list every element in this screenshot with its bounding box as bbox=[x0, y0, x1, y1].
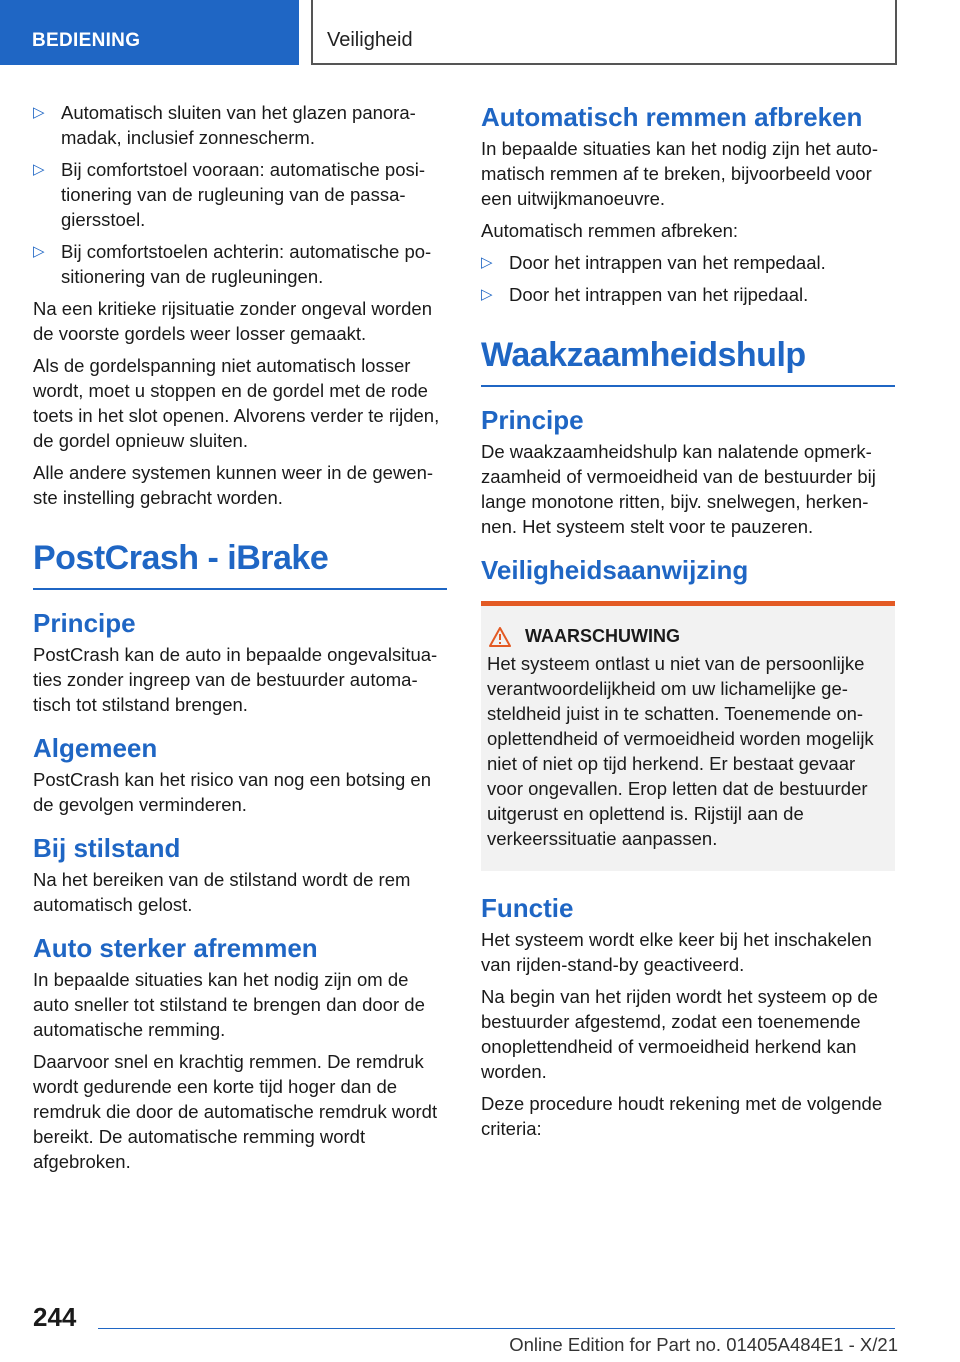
subheading: Functie bbox=[481, 893, 574, 923]
right-column bbox=[481, 100, 895, 1148]
heading-rule bbox=[33, 588, 447, 590]
section-title: BEDIENING bbox=[32, 30, 141, 51]
warning-box bbox=[481, 601, 895, 871]
warning-title: WAARSCHUWING bbox=[525, 626, 680, 646]
paragraph: Na begin van het rijden wordt het systeem op de bestuurder afgestemd, zodat een toenemende onoplettendheid of vermoeidheid herkend kan worden. bbox=[481, 986, 878, 1082]
triangle-bullet-icon: ▷ bbox=[33, 243, 45, 260]
left-column bbox=[33, 100, 447, 1181]
paragraph: Alle andere systemen kunnen weer in de gewenste instelling gebracht worden. bbox=[33, 462, 434, 508]
heading-rule bbox=[481, 385, 895, 387]
subheading: Veiligheidsaanwijzing bbox=[481, 555, 749, 585]
footer-rule bbox=[98, 1328, 895, 1329]
warning-header bbox=[487, 626, 887, 647]
list-item: ▷ Bij comfortstoelen achterin: automatische positionering van de rugleuningen. bbox=[33, 241, 432, 287]
list-item: ▷ Bij comfortstoel vooraan: automatische positionering van de rugleuning van de passagiersstoel. bbox=[33, 159, 426, 230]
paragraph: Na het bereiken van de stilstand wordt de rem automatisch gelost. bbox=[33, 869, 411, 915]
paragraph: In bepaalde situaties kan het nodig zijn om de auto sneller tot stilstand te brengen dan door de automatische remming. bbox=[33, 969, 425, 1040]
paragraph: Daarvoor snel en krachtig remmen. De remdruk wordt gedurende een korte tijd hoger dan de remdruk die door de automatische remdruk wordt bereikt. De automatische remming wordt afgebroken. bbox=[33, 1051, 438, 1172]
chapter-header bbox=[311, 0, 897, 65]
bullet-list bbox=[481, 250, 895, 307]
paragraph: PostCrash kan het risico van nog een botsing en de gevolgen verminderen. bbox=[33, 769, 431, 815]
warning-triangle-icon bbox=[489, 627, 511, 647]
list-item: ▷ Automatisch sluiten van het glazen panoramadak, inclusief zonnescherm. bbox=[33, 102, 416, 148]
bullet-list bbox=[33, 100, 447, 289]
section-heading: Waakzaamheidshulp bbox=[481, 336, 806, 374]
subheading: Principe bbox=[33, 608, 136, 638]
page-number: 244 bbox=[33, 1302, 77, 1332]
subheading: Principe bbox=[481, 405, 584, 435]
triangle-bullet-icon: ▷ bbox=[33, 161, 45, 178]
list-item: ▷ Door het intrappen van het rijpedaal. bbox=[481, 284, 809, 305]
section-tab bbox=[0, 0, 299, 65]
subheading: Automatisch remmen afbreken bbox=[481, 102, 863, 132]
paragraph: PostCrash kan de auto in bepaalde ongevalsituaties zonder ingreep van de bestuurder automatisch tot stilstand brengen. bbox=[33, 644, 438, 715]
paragraph: Deze procedure houdt rekening met de volgende criteria: bbox=[481, 1093, 883, 1139]
section-heading: PostCrash - iBrake bbox=[33, 539, 329, 577]
chapter-title: Veiligheid bbox=[327, 29, 413, 51]
subheading: Bij stilstand bbox=[33, 833, 181, 863]
warning-text: Het systeem ontlast u niet van de persoonlijke verantwoordelijkheid om uw lichamelijke gesteldheid juist in te schatten. Toenemende onoplettendheid of vermoeidheid worden mogelijk niet of niet op tijd herkend. Er bestaat gevaar voor ongevallen. Erop letten dat de bestuurder uitgerust en oplettend is. Rijstijl aan de verkeerssituatie aanpassen. bbox=[487, 653, 874, 849]
edition-note: Online Edition for Part no. 01405A484E1 - X/21 bbox=[509, 1334, 898, 1355]
triangle-bullet-icon: ▷ bbox=[481, 286, 493, 303]
triangle-bullet-icon: ▷ bbox=[481, 254, 493, 271]
paragraph: Automatisch remmen afbreken: bbox=[481, 220, 739, 241]
list-item: ▷ Door het intrappen van het rempedaal. bbox=[481, 252, 826, 273]
subheading: Algemeen bbox=[33, 733, 158, 763]
triangle-bullet-icon: ▷ bbox=[33, 104, 45, 121]
paragraph: De waakzaamheidshulp kan nalatende opmerkzaamheid of vermoeidheid van de bestuurder bij lange monotone ritten, bijv. snelwegen, herkennen. Het systeem stelt voor te pauzeren. bbox=[481, 441, 876, 537]
paragraph: Na een kritieke rijsituatie zonder ongeval worden de voorste gordels weer losser gemaakt. bbox=[33, 298, 432, 344]
paragraph: Als de gordelspanning niet automatisch losser wordt, moet u stoppen en de gordel met de rode toets in het slot openen. Alvorens verder te rijden, de gordel opnieuw sluiten. bbox=[33, 355, 440, 451]
paragraph: In bepaalde situaties kan het nodig zijn het automatisch remmen af te breken, bijvoorbeeld voor een uitwijkmanoeuvre. bbox=[481, 138, 879, 209]
paragraph: Het systeem wordt elke keer bij het inschakelen van rijden-stand-by geactiveerd. bbox=[481, 929, 872, 975]
subheading: Auto sterker afremmen bbox=[33, 933, 318, 963]
